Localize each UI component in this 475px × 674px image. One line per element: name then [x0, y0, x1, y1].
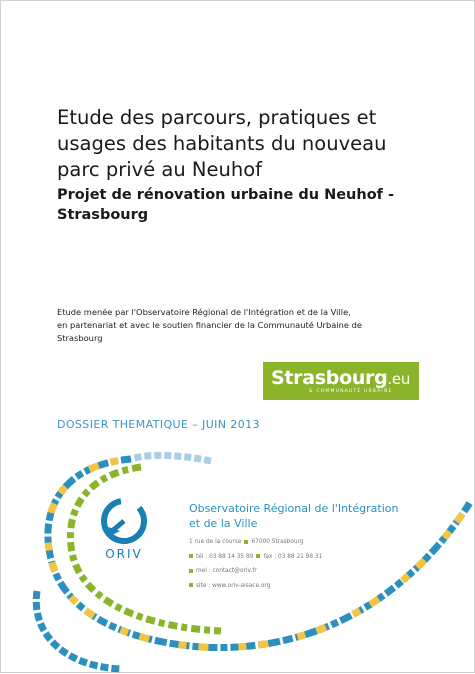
document-subtitle [57, 185, 437, 225]
document-title [57, 105, 437, 183]
contact-address-row [189, 535, 322, 550]
strasbourg-logo-main: Strasbourg [271, 366, 388, 389]
fax: fax : 03 88 21 98 31 [263, 553, 323, 560]
intro-paragraph [57, 306, 427, 345]
intro-line: Etude menée par l'Observatoire Régional de l'Intégration et de la Ville, [57, 307, 351, 317]
oriv-acronym: ORIV [105, 547, 143, 561]
email[interactable]: mel : contact@oriv.fr [196, 568, 257, 574]
title-line: usages des habitants du nouveau [57, 132, 387, 155]
bullet-square-icon [189, 554, 193, 558]
bullet-square-icon [244, 540, 248, 544]
contact-mail-row [189, 564, 322, 579]
strasbourg-logo-sub: & COMMUNAUTÉ URBAINE [309, 388, 393, 394]
dossier-label: DOSSIER THEMATIQUE – JUIN 2013 [57, 418, 260, 431]
phone: tél : 03 88 14 35 89 [196, 553, 254, 560]
subtitle-line: Projet de rénovation urbaine du Neuhof - [57, 187, 395, 203]
city: 67000 Strasbourg [251, 539, 304, 545]
strasbourg-eu-logo [263, 362, 419, 400]
strasbourg-logo-wordmark [271, 368, 419, 389]
oriv-logo-icon [94, 495, 154, 547]
oriv-name [189, 501, 429, 531]
contact-site-row [189, 579, 322, 594]
oriv-name-line: Observatoire Régional de l'Intégration [189, 502, 399, 515]
bullet-square-icon [189, 569, 193, 573]
title-line: parc privé au Neuhof [57, 158, 262, 181]
website[interactable]: site : www.oriv-alsace.org [196, 582, 271, 589]
subtitle-line: Strasbourg [57, 207, 149, 223]
address: 1 rue de la course [189, 539, 242, 545]
title-line: Etude des parcours, pratiques et [57, 106, 377, 129]
intro-line: Strasbourg [57, 333, 103, 343]
bullet-square-icon [256, 554, 260, 558]
oriv-name-line: et de la Ville [189, 517, 258, 530]
intro-line: en partenariat et avec le soutien financier de la Communauté Urbaine de [57, 320, 362, 330]
contact-phone-row [189, 550, 322, 565]
swirl-ring-light [131, 455, 211, 461]
oriv-contact-block [189, 535, 322, 593]
bullet-square-icon [189, 583, 193, 587]
strasbourg-logo-suffix: .eu [387, 369, 411, 388]
